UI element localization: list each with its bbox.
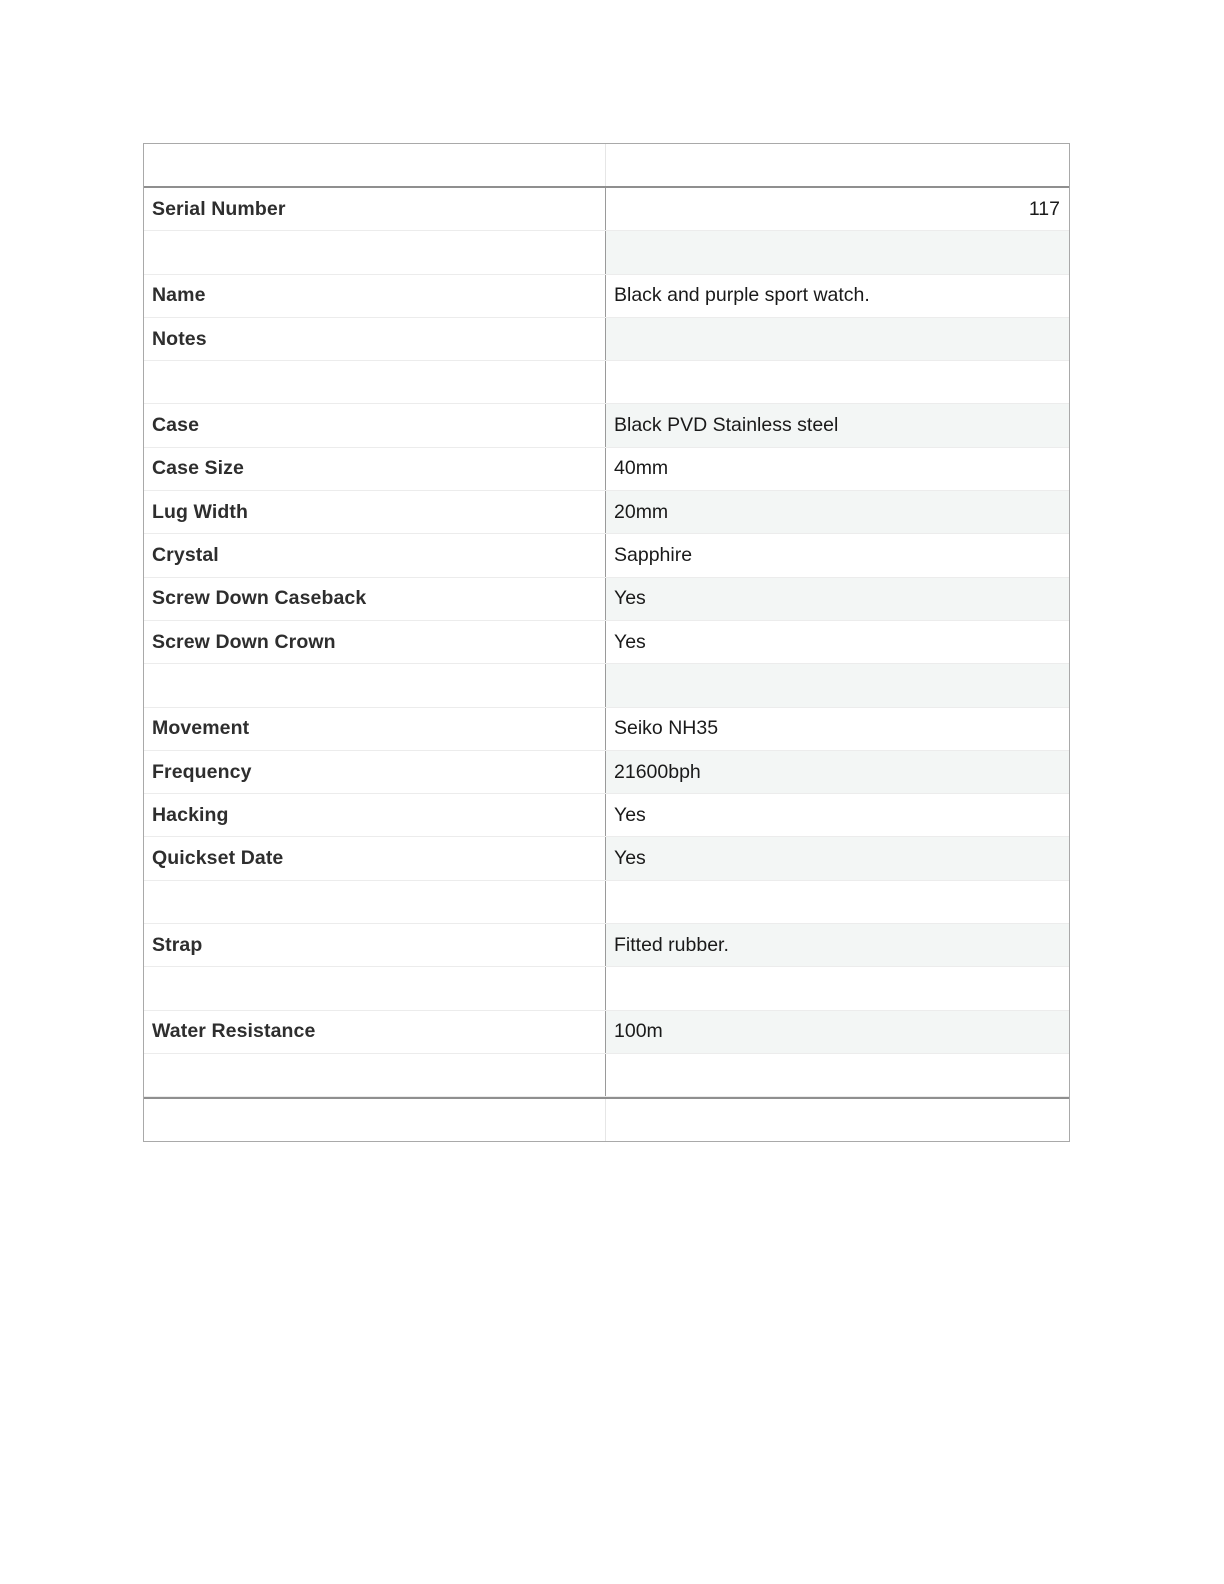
table-row-screw-down-caseback	[144, 578, 1069, 621]
row-value[interactable]: Yes	[606, 837, 1069, 879]
row-value[interactable]: Black and purple sport watch.	[614, 284, 870, 307]
table-header-row	[144, 144, 1069, 188]
table-row-name	[144, 275, 1069, 318]
row-label[interactable]: Case Size	[144, 448, 606, 490]
row-label[interactable]	[144, 664, 606, 706]
row-label[interactable]: Crystal	[144, 534, 606, 576]
row-label[interactable]: Lug Width	[144, 491, 606, 533]
row-value[interactable]: Yes	[606, 578, 1069, 620]
row-value[interactable]: Yes	[614, 803, 646, 826]
row-label[interactable]: Frequency	[144, 751, 606, 793]
table-row	[144, 664, 1069, 707]
row-label[interactable]: Water Resistance	[144, 1011, 606, 1053]
row-label[interactable]	[144, 1054, 606, 1096]
row-value[interactable]: Sapphire	[614, 544, 693, 567]
row-label[interactable]: Movement	[144, 708, 606, 750]
row-value[interactable]	[606, 967, 1069, 1009]
row-label[interactable]	[144, 881, 606, 923]
row-value[interactable]: 20mm	[606, 491, 1069, 533]
footer-cell-label[interactable]	[144, 1099, 606, 1140]
table-row	[144, 967, 1069, 1010]
table-row	[144, 361, 1069, 404]
row-value[interactable]: Seiko NH35	[614, 717, 719, 740]
table-footer-row	[144, 1097, 1069, 1140]
table-row-quickset-date	[144, 837, 1069, 880]
row-value[interactable]: Fitted rubber.	[606, 924, 1069, 966]
row-value[interactable]	[606, 318, 1069, 360]
table-row-case	[144, 404, 1069, 447]
row-label[interactable]: Screw Down Caseback	[144, 578, 606, 620]
row-value[interactable]: Black PVD Stainless steel	[606, 404, 1069, 446]
header-cell-value[interactable]	[606, 144, 1069, 186]
table-row	[144, 231, 1069, 274]
row-label[interactable]: Name	[144, 275, 606, 317]
row-value[interactable]: 117	[1028, 197, 1060, 220]
table-row-lug-width	[144, 491, 1069, 534]
row-label[interactable]: Notes	[144, 318, 606, 360]
row-value[interactable]: 40mm	[614, 457, 669, 480]
row-value[interactable]	[606, 881, 1069, 923]
row-value[interactable]	[606, 1054, 1069, 1096]
table-row-case-size	[144, 448, 1069, 491]
table-row	[144, 881, 1069, 924]
row-label[interactable]: Quickset Date	[144, 837, 606, 879]
row-value[interactable]	[606, 361, 1069, 403]
row-label[interactable]: Screw Down Crown	[144, 621, 606, 663]
table-row-screw-down-crown	[144, 621, 1069, 664]
table-row-hacking	[144, 794, 1069, 837]
row-label[interactable]: Strap	[144, 924, 606, 966]
row-value[interactable]: 100m	[606, 1011, 1069, 1053]
row-label[interactable]: Serial Number	[144, 188, 606, 230]
table-row-notes	[144, 318, 1069, 361]
table-row-frequency	[144, 751, 1069, 794]
row-value[interactable]	[606, 231, 1069, 273]
row-label[interactable]	[144, 967, 606, 1009]
table-row	[144, 1054, 1069, 1097]
row-label[interactable]	[144, 231, 606, 273]
table-row-water-resistance	[144, 1011, 1069, 1054]
table-row-movement	[144, 708, 1069, 751]
row-value[interactable]: Yes	[614, 630, 646, 653]
spec-table	[143, 143, 1070, 1142]
row-value[interactable]	[606, 664, 1069, 706]
row-label[interactable]: Case	[144, 404, 606, 446]
table-row-serial-number	[144, 188, 1069, 231]
footer-cell-value[interactable]	[606, 1099, 1069, 1140]
table-row-crystal	[144, 534, 1069, 577]
header-cell-label[interactable]	[144, 144, 606, 186]
row-label[interactable]	[144, 361, 606, 403]
table-row-strap	[144, 924, 1069, 967]
row-label[interactable]: Hacking	[144, 794, 606, 836]
row-value[interactable]: 21600bph	[606, 751, 1069, 793]
